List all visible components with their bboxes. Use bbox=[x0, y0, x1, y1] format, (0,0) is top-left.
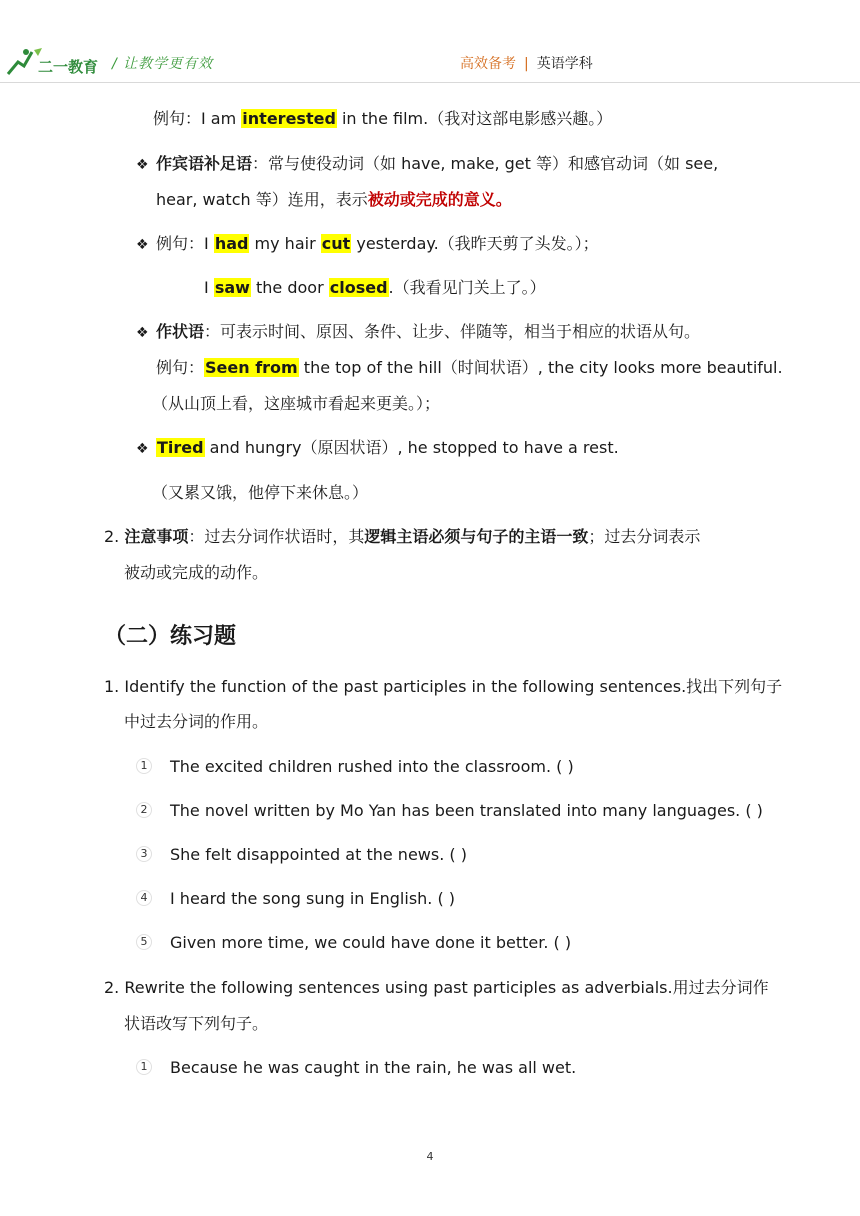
page-number: 4 bbox=[426, 1150, 434, 1163]
question-2: 2. Rewrite the following sentences using past participles as adverbials.用过去分词作 bbox=[104, 978, 769, 997]
object-complement-rule: ❖ 作宾语补足语：常与使役动词（如 have, make, get 等）和感官动词（如 see, bbox=[136, 153, 718, 176]
note-point: 2. 注意事项：过去分词作状语时，其逻辑主语必须与句子的主语一致；过去分词表示 bbox=[104, 527, 701, 546]
passive-meaning-emphasis: 被动或完成的意义。 bbox=[367, 190, 512, 209]
highlight-interested: interested bbox=[242, 109, 336, 128]
page-header bbox=[0, 0, 860, 90]
diamond-bullet-icon: ❖ bbox=[136, 157, 149, 173]
question-1: 1. Identify the function of the past participles in the following sentences.找出下列句子 bbox=[104, 677, 783, 696]
example-had-cut: ❖ 例句：I had my hair cut yesterday.（我昨天剪了头发。）； bbox=[136, 233, 599, 256]
highlight-saw: saw bbox=[214, 278, 250, 297]
circled-number: 5 bbox=[136, 934, 152, 950]
circled-number: 1 bbox=[136, 1059, 152, 1075]
object-complement-rule-cont: hear, watch 等）连用，表示被动或完成的意义。 bbox=[156, 190, 512, 209]
section-title: （二）练习题 bbox=[104, 624, 237, 649]
q1-item: 5 Given more time, we could have done it better. ( ) bbox=[136, 932, 571, 954]
q1-item: 3 She felt disappointed at the news. ( ) bbox=[136, 844, 467, 866]
circled-number: 4 bbox=[136, 890, 152, 906]
q1-item: 1 The excited children rushed into the classroom. ( ) bbox=[136, 756, 574, 778]
q1-item: 2 The novel written by Mo Yan has been translated into many languages. ( ) bbox=[136, 800, 763, 822]
header-subject: 英语学科 bbox=[536, 56, 593, 72]
highlight-seen-from: Seen from bbox=[205, 358, 298, 377]
note-point-cont: 被动或完成的动作。 bbox=[124, 563, 269, 582]
diamond-bullet-icon: ❖ bbox=[136, 325, 149, 341]
header-exam: 高效备考 bbox=[460, 56, 516, 72]
diamond-bullet-icon: ❖ bbox=[136, 237, 149, 253]
header-slogan: / 让教学更有效 bbox=[112, 56, 214, 72]
example-interested: 例句：I am interested in the film.（我对这部电影感兴趣。） bbox=[153, 109, 613, 128]
circled-number: 3 bbox=[136, 846, 152, 862]
highlight-closed: closed bbox=[329, 278, 388, 297]
highlight-had: had bbox=[214, 234, 249, 253]
example-seen-from-translation: （从山顶上看，这座城市看起来更美。）； bbox=[152, 394, 441, 413]
brand-logo bbox=[4, 44, 112, 80]
q2-item: 1 Because he was caught in the rain, he was all wet. bbox=[136, 1057, 576, 1079]
highlight-cut: cut bbox=[321, 234, 351, 253]
adverbial-rule: ❖ 作状语：可表示时间、原因、条件、让步、伴随等，相当于相应的状语从句。 bbox=[136, 321, 700, 344]
header-right bbox=[460, 53, 593, 73]
example-saw-closed: I saw the door closed.（我看见门关上了。） bbox=[204, 278, 546, 297]
diamond-bullet-icon: ❖ bbox=[136, 441, 149, 457]
highlight-tired: Tired bbox=[157, 438, 204, 457]
header-divider bbox=[0, 82, 860, 83]
question-1-cont: 中过去分词的作用。 bbox=[124, 712, 269, 731]
circled-number: 2 bbox=[136, 802, 152, 818]
example-seen-from: 例句：Seen from the top of the hill（时间状语）, the city looks more beautiful. bbox=[156, 358, 783, 377]
example-tired: ❖ Tired and hungry（原因状语）, he stopped to have a rest. bbox=[136, 437, 619, 460]
question-2-cont: 状语改写下列句子。 bbox=[124, 1014, 269, 1033]
circled-number: 1 bbox=[136, 758, 152, 774]
q1-item: 4 I heard the song sung in English. ( ) bbox=[136, 888, 455, 910]
example-tired-translation: （又累又饿，他停下来休息。） bbox=[152, 483, 369, 502]
logo-text: 二一教育 bbox=[38, 59, 99, 76]
header-separator: | bbox=[524, 56, 529, 72]
